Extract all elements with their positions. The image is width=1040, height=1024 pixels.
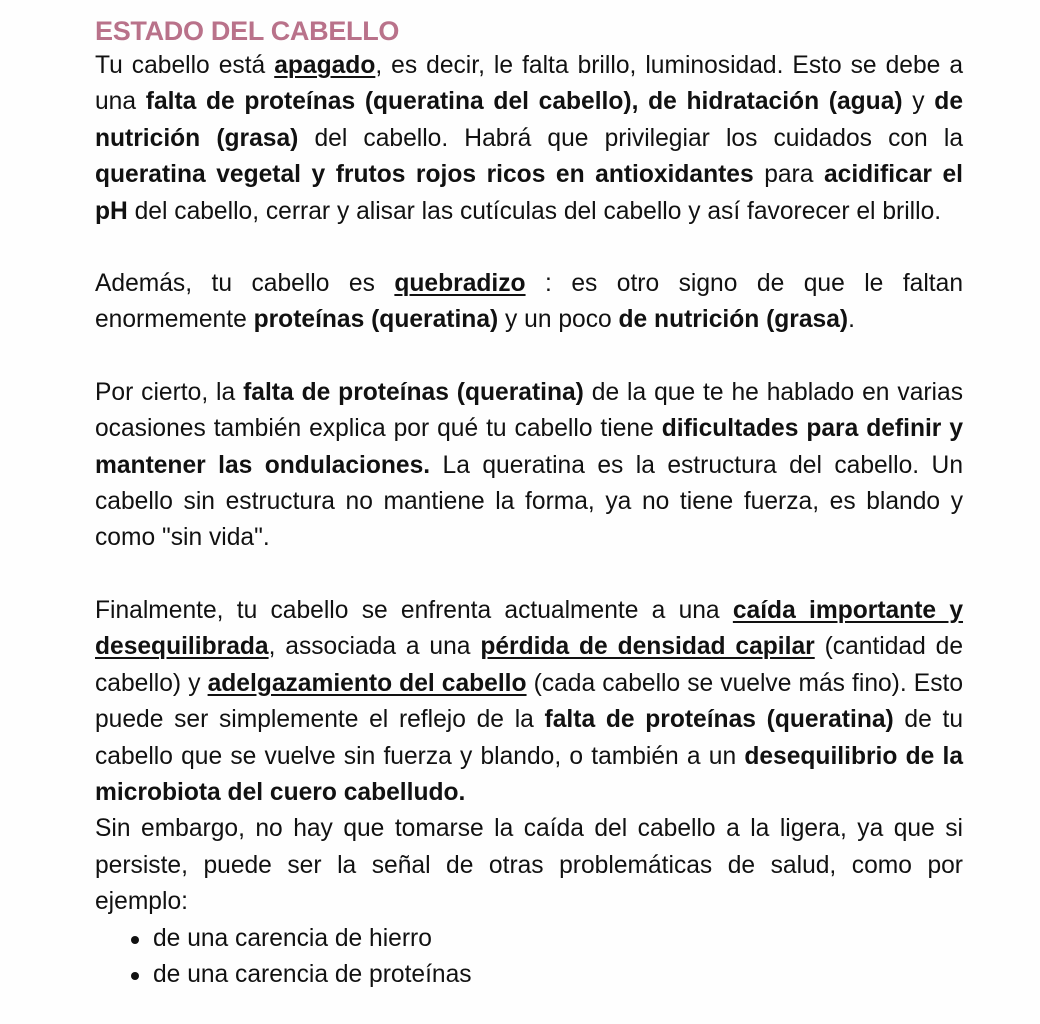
text-run: Tu cabello está — [95, 52, 275, 79]
text-run: y — [902, 88, 935, 116]
list-item: de una carencia de hierro — [153, 921, 963, 957]
list-item: de una carencia de proteínas — [153, 957, 963, 993]
paragraph — [95, 593, 963, 811]
text-run: , associada a una — [268, 633, 481, 661]
text-run: , es decir, le falta brillo, luminosidad. Esto se debe a una — [95, 52, 963, 116]
paragraph — [95, 811, 963, 920]
bold-text: falta de proteínas (queratina) — [243, 378, 584, 406]
emphasized-underlined-text: pérdida de densidad capilar — [480, 633, 815, 661]
bold-text: queratina vegetal y frutos rojos ricos en antioxidantes — [95, 161, 754, 189]
text-run: del cabello. Habrá que privilegiar los cuidados con la — [298, 124, 964, 152]
text-run: y un poco — [498, 306, 619, 334]
emphasized-underlined-text: quebradizo — [394, 270, 526, 298]
bold-text: falta de proteínas (queratina del cabello), de hidratación (agua) — [145, 88, 903, 116]
text-run: de la que te he hablado en varias ocasiones también explica por qué tu cabello tiene — [95, 378, 963, 443]
text-run: : es otro signo de que le faltan enormemente — [95, 270, 964, 334]
bullet-list — [95, 921, 963, 994]
bold-text: dificultades para definir y mantener las ondulaciones. — [95, 415, 963, 479]
text-run: . — [848, 306, 855, 334]
bold-text: de nutrición (grasa) — [95, 88, 963, 152]
text-run: Sin embargo, no hay que tomarse la caída del cabello a la ligera, ya que si persiste, puede ser la señal de otras problemáticas de salud, como por ejemplo: — [95, 815, 963, 916]
paragraph — [95, 48, 963, 230]
emphasized-underlined-text: apagado — [274, 52, 376, 79]
text-run: (cada cabello se vuelve más fino). Esto puede ser simplemente el reflejo de la — [95, 669, 963, 734]
text-run: (cantidad de cabello) y — [95, 633, 963, 697]
document — [95, 14, 963, 993]
text-run: de tu cabello que se vuelve sin fuerza y blando, o también a un — [95, 706, 963, 770]
paragraph — [95, 375, 963, 557]
body-text — [95, 48, 963, 921]
text-run: para — [753, 161, 824, 189]
text-run: La queratina es la estructura del cabello. Un cabello sin estructura no mantiene la forma, ya no tiene fuerza, es blando y como "sin vida". — [95, 451, 963, 552]
paragraph — [95, 266, 963, 339]
bold-text: falta de proteínas (queratina) — [544, 706, 894, 734]
bold-text: desequilibrio de la microbiota del cuero cabelludo. — [95, 742, 963, 806]
text-run: del cabello, cerrar y alisar las cutículas del cabello y así favorecer el brillo. — [127, 197, 942, 225]
text-run: Finalmente, tu cabello se enfrenta actualmente a una — [95, 596, 733, 624]
bold-text: proteínas (queratina) — [253, 306, 499, 334]
emphasized-underlined-text: adelgazamiento del cabello — [207, 669, 527, 697]
bold-text: de nutrición (grasa) — [618, 306, 849, 334]
section-title: ESTADO DEL CABELLO — [95, 16, 400, 46]
text-run: Por cierto, la — [95, 378, 244, 406]
bold-text: acidificar el pH — [95, 161, 964, 225]
emphasized-underlined-text: caída importante y desequilibrada — [95, 596, 964, 661]
text-run: Además, tu cabello es — [95, 270, 395, 298]
